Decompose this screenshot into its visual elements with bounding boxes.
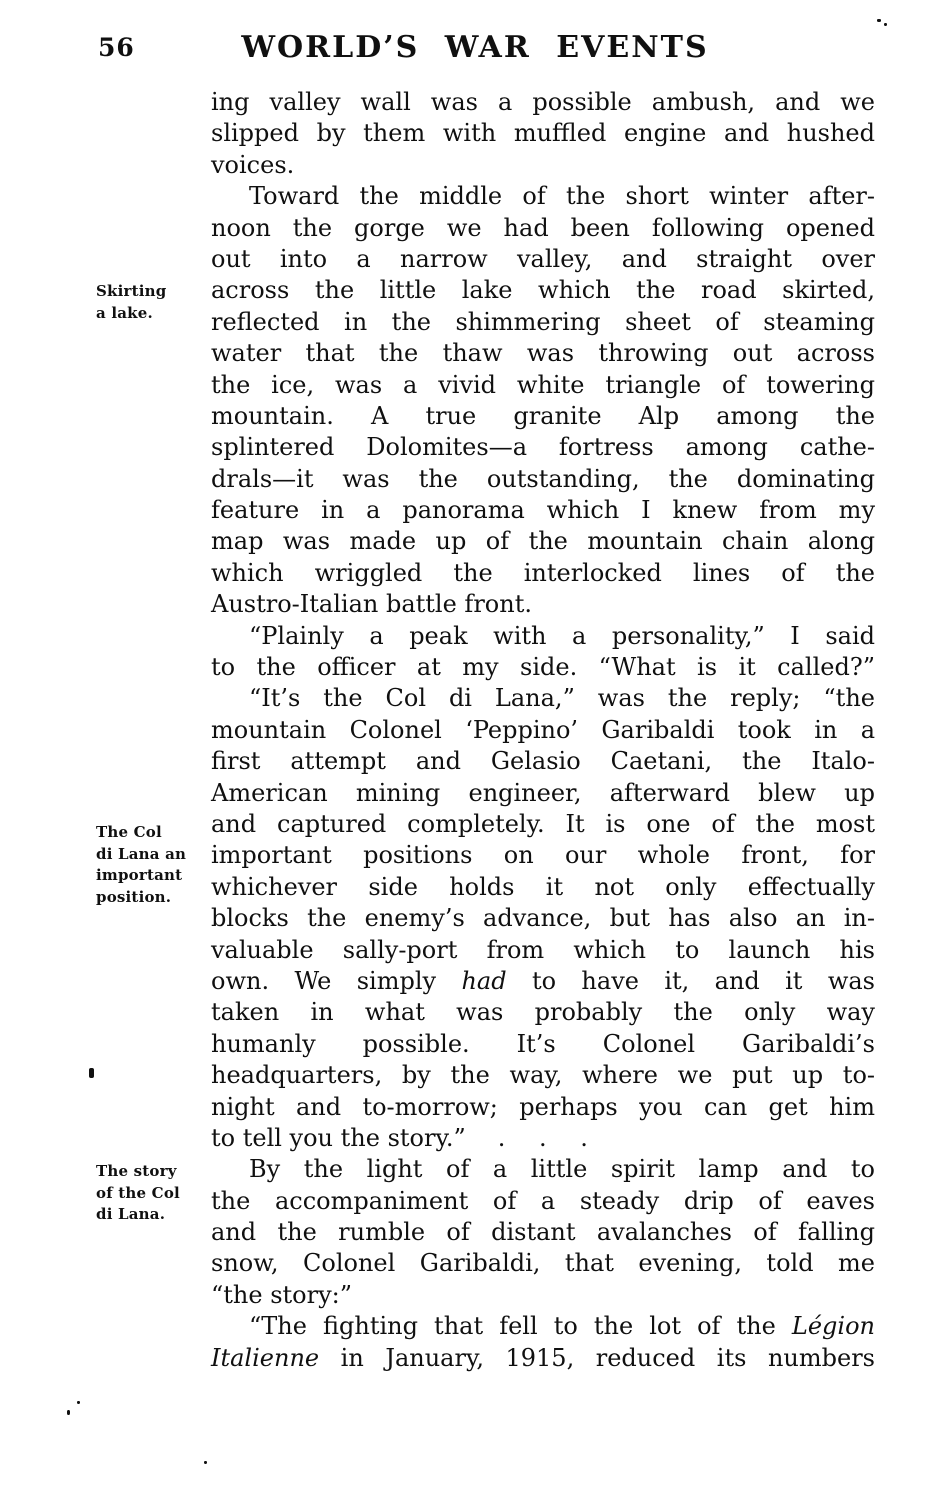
- text-run-italic: Italienne: [211, 1343, 320, 1372]
- text-line: [211, 997, 875, 1028]
- text-run: the ice, was a vivid white triangle of towering: [211, 370, 875, 399]
- text-run-italic: had: [461, 966, 507, 995]
- text-line: [211, 746, 875, 777]
- text-line: [211, 181, 875, 212]
- text-run: first attempt and Gelasio Caetani, the Italo-: [211, 747, 875, 776]
- text-run: map was made up of the mountain chain along: [211, 527, 875, 556]
- text-run: American mining engineer, afterward blew up: [211, 778, 875, 807]
- text-line: [211, 1343, 875, 1374]
- scan-artifact: [89, 1068, 94, 1078]
- text-run: night and to-morrow; perhaps you can get him: [211, 1092, 875, 1121]
- text-run: to have it, and it was: [506, 966, 875, 995]
- text-line: [211, 464, 875, 495]
- margin-note-line: of the Col: [96, 1183, 180, 1202]
- text-line: [211, 213, 875, 244]
- text-run: important positions on our whole front, for: [211, 841, 875, 870]
- text-line: [211, 275, 875, 306]
- text-run: feature in a panorama which I knew from my: [211, 496, 875, 525]
- text-line: [211, 652, 875, 683]
- text-run: “The fighting that fell to the lot of the: [249, 1312, 792, 1341]
- text-line: [211, 558, 875, 589]
- text-line: [211, 778, 875, 809]
- margin-note-line: di Lana an: [96, 844, 187, 863]
- text-run: headquarters, by the way, where we put up to-: [211, 1061, 875, 1090]
- text-run: the accompaniment of a steady drip of eaves: [211, 1186, 875, 1215]
- text-line: [211, 1123, 875, 1154]
- text-line: [211, 1060, 875, 1091]
- text-run: whichever side holds it not only effectually: [211, 872, 875, 901]
- text-line: [211, 840, 875, 871]
- text-run: blocks the enemy’s advance, but has also an in-: [211, 904, 875, 933]
- text-run: noon the gorge we had been following opened: [211, 213, 875, 242]
- scan-artifact: [877, 19, 881, 22]
- text-line: [211, 589, 875, 620]
- scan-artifact: [77, 1401, 80, 1404]
- text-run: slipped by them with muffled engine and hushed: [211, 119, 875, 148]
- margin-note-line: position.: [96, 887, 172, 906]
- margin-note-line: important: [96, 866, 183, 884]
- text-run: in January, 1915, reduced its numbers: [319, 1343, 875, 1372]
- body-text: [211, 87, 875, 1374]
- text-line: [211, 935, 875, 966]
- text-run: snow, Colonel Garibaldi, that evening, told me: [211, 1249, 875, 1278]
- text-run: By the light of a little spirit lamp and to: [249, 1155, 875, 1184]
- text-run: splintered Dolomites—a fortress among cathe-: [211, 433, 875, 462]
- scan-artifact: [884, 23, 887, 26]
- text-run: drals—it was the outstanding, the dominating: [211, 464, 875, 493]
- text-line: [211, 621, 875, 652]
- text-line: [211, 401, 875, 432]
- text-line: [211, 872, 875, 903]
- text-run: and the rumble of distant avalanches of falling: [211, 1218, 875, 1247]
- scan-artifact: [67, 1410, 70, 1415]
- running-header: WORLD’S WAR EVENTS: [241, 30, 709, 65]
- text-run: to the officer at my side. “What is it called?”: [211, 653, 875, 682]
- text-line: [211, 715, 875, 746]
- text-line: [211, 1280, 875, 1311]
- margin-note-line: di Lana.: [96, 1205, 166, 1223]
- text-run: Austro-Italian battle front.: [211, 590, 532, 619]
- text-line: [211, 307, 875, 338]
- text-line: [211, 338, 875, 369]
- text-line: [211, 432, 875, 463]
- text-line: [211, 1217, 875, 1248]
- page-number: 56: [98, 33, 135, 62]
- text-run: and captured completely. It is one of the most: [211, 809, 875, 838]
- text-line: [211, 495, 875, 526]
- text-run: “It’s the Col di Lana,” was the reply; “the: [249, 684, 875, 713]
- text-line: [211, 87, 875, 118]
- text-line: [211, 1186, 875, 1217]
- text-line: [211, 1248, 875, 1279]
- ellipsis-dots: . . .: [497, 1123, 588, 1152]
- text-run: reflected in the shimmering sheet of steaming: [211, 307, 875, 336]
- text-line: [211, 1154, 875, 1185]
- text-run: Toward the middle of the short winter after-: [249, 182, 875, 211]
- text-run: across the little lake which the road skirted,: [211, 276, 875, 305]
- text-line: [211, 903, 875, 934]
- margin-note-line: The Col: [96, 823, 162, 841]
- text-run: water that the thaw was throwing out across: [211, 339, 875, 368]
- text-line: [211, 526, 875, 557]
- text-line: [211, 118, 875, 149]
- text-run: mountain Colonel ‘Peppino’ Garibaldi took in a: [211, 715, 875, 744]
- text-run: voices.: [211, 150, 295, 179]
- text-run: to tell you the story.”: [211, 1123, 466, 1152]
- text-line: [211, 809, 875, 840]
- text-run: which wriggled the interlocked lines of the: [211, 558, 875, 587]
- text-run: “the story:”: [211, 1280, 352, 1309]
- margin-note-line: The story: [96, 1162, 177, 1180]
- text-line: [211, 1311, 875, 1342]
- text-run-italic: Légion: [791, 1312, 875, 1341]
- margin-note-line: a lake.: [96, 303, 153, 322]
- text-run: taken in what was probably the only way: [211, 998, 875, 1027]
- text-line: [211, 1092, 875, 1123]
- text-run: humanly possible. It’s Colonel Garibaldi’s: [211, 1029, 875, 1058]
- margin-note-line: Skirting: [96, 282, 167, 300]
- text-line: [211, 683, 875, 714]
- text-line: [211, 370, 875, 401]
- margin-note-skirting-a-lake: [96, 281, 214, 324]
- text-line: [211, 150, 875, 181]
- text-line: [211, 966, 875, 997]
- text-run: “Plainly a peak with a personality,” I said: [249, 621, 875, 650]
- text-run: ing valley wall was a possible ambush, and we: [211, 88, 875, 116]
- text-run: valuable sally-port from which to launch his: [211, 935, 875, 964]
- scan-artifact: [204, 1461, 207, 1464]
- text-run: out into a narrow valley, and straight over: [211, 244, 875, 273]
- text-line: [211, 1029, 875, 1060]
- margin-note-story-of-col-di-lana: [96, 1161, 214, 1226]
- text-line: [211, 244, 875, 275]
- margin-note-col-di-lana-position: [96, 822, 214, 908]
- text-run: mountain. A true granite Alp among the: [211, 401, 875, 430]
- text-run: own. We simply: [211, 966, 462, 995]
